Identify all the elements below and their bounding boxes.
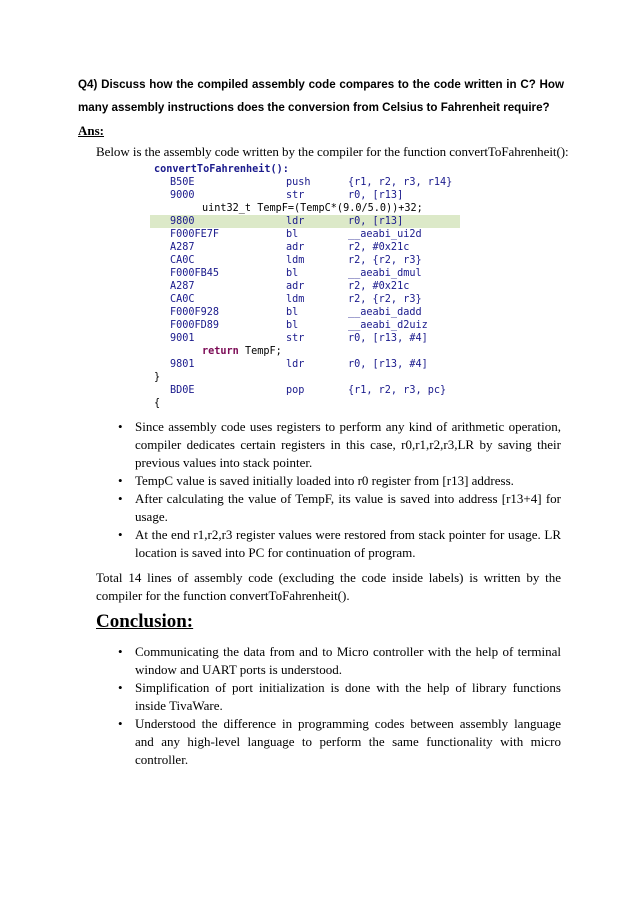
opcode-hex: BD0E: [170, 385, 195, 396]
code-close-brace: [150, 371, 460, 384]
opcode-hex: 9000: [170, 190, 195, 201]
opcode-hex: 9800: [170, 216, 195, 227]
operands: r0, [r13, #4]: [348, 333, 428, 344]
opcode-hex: A287: [170, 242, 195, 253]
bullet-text: Since assembly code uses registers to perform any kind of arithmetic operation, compiler dedicates certain registers in this case, r0,r1,r2,r3,LR by saving their previous values into stack pointer.: [135, 419, 561, 470]
explanation-bullet-list: [118, 418, 561, 562]
conclusion-bullet-list: [118, 643, 561, 769]
return-expression: TempF;: [238, 346, 282, 357]
bullet-text: Communicating the data from and to Micro controller with the help of terminal window and UART ports is understood.: [135, 644, 561, 677]
operands: __aeabi_ui2d: [348, 229, 422, 240]
ans-label: Ans:: [78, 123, 105, 138]
mnemonic: ldm: [286, 294, 305, 305]
assembly-code-block: [150, 163, 460, 410]
code-function-name: [150, 163, 460, 176]
bullet-text: After calculating the value of TempF, its value is saved into address [r13+4] for usage.: [135, 491, 561, 524]
bullet-text: At the end r1,r2,r3 register values were restored from stack pointer for usage. LR location is saved into PC for continuation of program.: [135, 527, 561, 560]
code-line: [150, 280, 460, 293]
bullet-text: Simplification of port initialization is done with the help of library functions inside TivaWare.: [135, 680, 561, 713]
summary-paragraph: Total 14 lines of assembly code (excluding the code inside labels) is written by the compiler for the function convertToFahrenheit().: [96, 570, 561, 603]
operands: r2, {r2, r3}: [348, 255, 422, 266]
opcode-hex: 9001: [170, 333, 195, 344]
operands: r0, [r13]: [348, 190, 404, 201]
return-keyword: return: [202, 346, 239, 357]
open-brace: {: [154, 398, 161, 409]
code-line: [150, 176, 460, 189]
operands: {r1, r2, r3, r14}: [348, 177, 453, 188]
opcode-hex: F000F928: [170, 307, 220, 318]
c-source-line: [150, 202, 460, 215]
operands: __aeabi_d2uiz: [348, 320, 428, 331]
intro-text: Below is the assembly code written by the compiler for the function convertToFahrenheit():: [96, 144, 569, 159]
code-line: [150, 332, 460, 345]
c-source-text: [202, 345, 282, 358]
operands: r2, #0x21c: [348, 242, 410, 253]
conclusion-heading: Conclusion:: [96, 611, 194, 632]
list-item: [118, 526, 561, 562]
bullet-icon: •: [118, 419, 123, 434]
code-line: [150, 306, 460, 319]
code-line: [150, 384, 460, 397]
code-open-brace: [150, 397, 460, 410]
mnemonic: adr: [286, 242, 305, 253]
bullet-text: Understood the difference in programming codes between assembly language and any high-level language to perform the same functionality with micro controller.: [135, 716, 561, 767]
mnemonic: bl: [286, 229, 299, 240]
list-item: [118, 715, 561, 769]
operands: {r1, r2, r3, pc}: [348, 385, 447, 396]
opcode-hex: F000FB45: [170, 268, 220, 279]
opcode-hex: F000FD89: [170, 320, 220, 331]
list-item: [118, 490, 561, 526]
operands: r2, #0x21c: [348, 281, 410, 292]
mnemonic: bl: [286, 268, 299, 279]
operands: r0, [r13, #4]: [348, 359, 428, 370]
bullet-icon: •: [118, 473, 123, 488]
code-line: [150, 228, 460, 241]
bullet-icon: •: [118, 527, 123, 542]
opcode-hex: CA0C: [170, 255, 195, 266]
code-line: [150, 267, 460, 280]
operands: r0, [r13]: [348, 216, 404, 227]
code-line: [150, 254, 460, 267]
bullet-text: TempC value is saved initially loaded into r0 register from [r13] address.: [135, 473, 514, 488]
question-line-1: Q4) Discuss how the compiled assembly code compares to the code written in C? How: [78, 78, 564, 91]
mnemonic: adr: [286, 281, 305, 292]
mnemonic: ldr: [286, 359, 305, 370]
close-brace: }: [154, 372, 161, 383]
code-line: [150, 241, 460, 254]
code-line-highlighted: [150, 215, 460, 228]
operands: __aeabi_dmul: [348, 268, 422, 279]
list-item: [118, 418, 561, 472]
mnemonic: bl: [286, 320, 299, 331]
mnemonic: str: [286, 190, 305, 201]
bullet-icon: •: [118, 491, 123, 506]
question-line-2: many assembly instructions does the conversion from Celsius to Fahrenheit require?: [78, 101, 550, 114]
mnemonic: pop: [286, 385, 305, 396]
opcode-hex: CA0C: [170, 294, 195, 305]
opcode-hex: 9801: [170, 359, 195, 370]
mnemonic: ldr: [286, 216, 305, 227]
c-source-text: uint32_t TempF=(TempC*(9.0/5.0))+32;: [202, 203, 423, 214]
bullet-icon: •: [118, 644, 123, 659]
operands: __aeabi_dadd: [348, 307, 422, 318]
opcode-hex: F000FE7F: [170, 229, 220, 240]
code-line: [150, 293, 460, 306]
opcode-hex: A287: [170, 281, 195, 292]
mnemonic: str: [286, 333, 305, 344]
opcode-hex: B50E: [170, 177, 195, 188]
list-item: [118, 643, 561, 679]
code-line: [150, 319, 460, 332]
mnemonic: push: [286, 177, 311, 188]
code-line: [150, 358, 460, 371]
mnemonic: ldm: [286, 255, 305, 266]
code-line: [150, 189, 460, 202]
list-item: [118, 679, 561, 715]
c-source-line: [150, 345, 460, 358]
function-name: convertToFahrenheit():: [154, 164, 289, 175]
bullet-icon: •: [118, 680, 123, 695]
bullet-icon: •: [118, 716, 123, 731]
mnemonic: bl: [286, 307, 299, 318]
operands: r2, {r2, r3}: [348, 294, 422, 305]
list-item: [118, 472, 561, 490]
